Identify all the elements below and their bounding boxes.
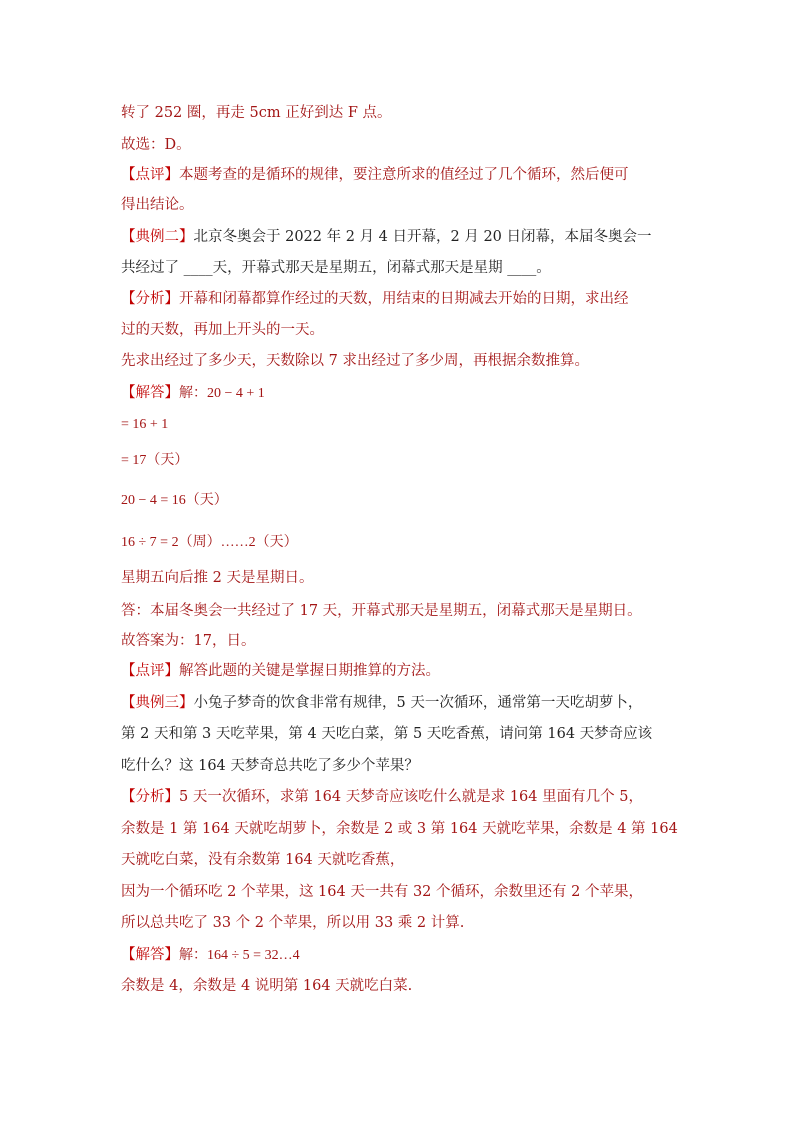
equation-line: = 17（天） <box>121 453 189 468</box>
text-line: 吃什么？这 164 天梦奇总共吃了多少个苹果？ <box>121 758 419 774</box>
section-tag: 【分析】 <box>121 789 179 805</box>
text-line: 答：本届冬奥会一共经过了 17 天，开幕式那天是星期五，闭幕式那天是星期日。 <box>121 603 642 619</box>
text-line: 【分析】开幕和闭幕都算作经过的天数，用结束的日期减去开始的日期，求出经 <box>121 291 629 307</box>
text-line: 故答案为：17，日。 <box>121 633 256 649</box>
text-line: 故选：D。 <box>121 137 191 153</box>
equation-line: 16 ÷ 7 = 2（周）……2（天） <box>121 535 298 550</box>
section-tag: 【典例二】 <box>121 229 194 245</box>
text-line: 所以总共吃了 33 个 2 个苹果，所以用 33 乘 2 计算. <box>121 915 465 931</box>
text-line: 共经过了 ____天，开幕式那天是星期五，闭幕式那天是星期 ____。 <box>121 260 551 276</box>
text-line: 【典例二】北京冬奥会于 2022 年 2 月 4 日开幕，2 月 20 日闭幕，本届冬奥会一 <box>121 229 652 245</box>
text-line: 【分析】5 天一次循环，求第 164 天梦奇应该吃什么就是求 164 里面有几个 5， <box>121 789 643 805</box>
text-line: 余数是 1 第 164 天就吃胡萝卜，余数是 2 或 3 第 164 天就吃苹果，余数是 4 第 164 <box>121 821 678 837</box>
section-tag: 【分析】 <box>121 291 179 307</box>
text-line: 转了 252 圈，再走 5cm 正好到达 F 点。 <box>121 105 392 121</box>
text-line: 先求出经过了多少天，天数除以 7 求出经过了多少周，再根据余数推算。 <box>121 353 589 369</box>
section-tag: 【点评】 <box>121 167 179 183</box>
text-line: 过的天数，再加上开头的一天。 <box>121 322 324 338</box>
equation-line: = 16 + 1 <box>121 417 169 432</box>
text-line: 【解答】解：164 ÷ 5 = 32…4 <box>121 947 300 963</box>
text-line: 星期五向后推 2 天是星期日。 <box>121 570 314 586</box>
text-line: 余数是 4，余数是 4 说明第 164 天就吃白菜. <box>121 978 413 994</box>
text-line: 第 2 天和第 3 天吃苹果，第 4 天吃白菜，第 5 天吃香蕉，请问第 164 天梦奇应该 <box>121 726 653 742</box>
text-line: 因为一个循环吃 2 个苹果，这 164 天一共有 32 个循环，余数里还有 2 个苹果， <box>121 884 643 900</box>
text-line: 【解答】解：20 − 4 + 1 <box>121 385 265 401</box>
text-line: 【典例三】小兔子梦奇的饮食非常有规律，5 天一次循环，通常第一天吃胡萝卜， <box>121 695 643 711</box>
section-tag: 【解答】 <box>121 385 179 401</box>
text-line: 【点评】本题考查的是循环的规律，要注意所求的值经过了几个循环，然后便可 <box>121 167 629 183</box>
section-tag: 【点评】 <box>121 663 179 679</box>
text-line: 天就吃白菜，没有余数第 164 天就吃香蕉， <box>121 852 405 868</box>
section-tag: 【典例三】 <box>121 695 194 711</box>
text-line: 得出结论。 <box>121 197 194 213</box>
equation-line: 20 − 4 = 16（天） <box>121 493 228 508</box>
text-line: 【点评】解答此题的关键是掌握日期推算的方法。 <box>121 663 440 679</box>
section-tag: 【解答】 <box>121 947 179 963</box>
